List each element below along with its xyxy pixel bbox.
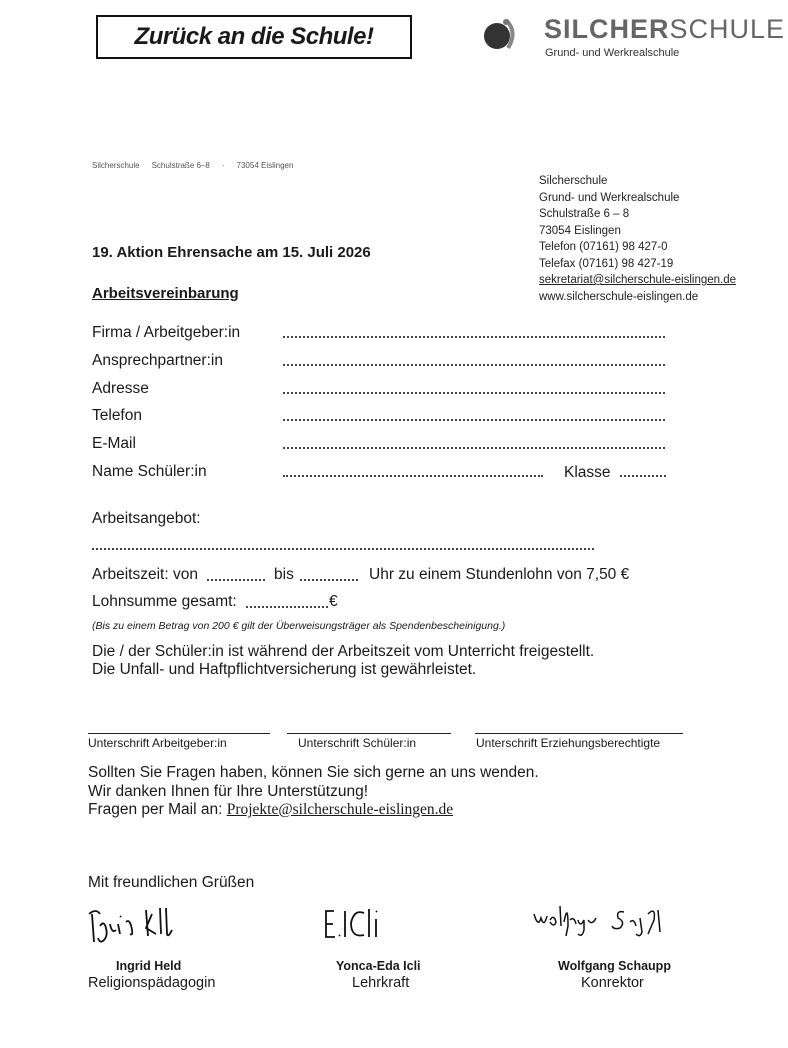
contact-block xyxy=(539,173,736,305)
closing-line-3 xyxy=(88,801,539,820)
field-dots-adresse[interactable] xyxy=(283,392,665,394)
signature-line-erziehungsberechtigte[interactable] xyxy=(475,733,683,734)
signature-icli xyxy=(320,905,392,943)
contact-website[interactable]: www.silcherschule-eislingen.de xyxy=(539,290,699,303)
contact-fax: Telefax (07161) 98 427-19 xyxy=(539,257,674,270)
signature-label-schueler: Unterschrift Schüler:in xyxy=(298,736,417,750)
sender-name: Silcherschule xyxy=(92,161,140,170)
project-email-link[interactable]: Projekte@silcherschule-eislingen.de xyxy=(226,801,454,818)
release-line-1: Die / der Schüler:in ist während der Arbeitszeit vom Unterricht freigestellt. xyxy=(92,643,595,660)
contact-street: Schulstraße 6 – 8 xyxy=(539,208,630,220)
field-dots-schueler[interactable] xyxy=(283,475,543,477)
field-dots-klasse[interactable] xyxy=(620,475,666,477)
release-text xyxy=(92,643,594,679)
signer-name-held: Ingrid Held xyxy=(116,959,182,973)
release-line-2: Die Unfall- und Haftpflichtversicherung ist gewährleistet. xyxy=(92,661,477,678)
sender-separator: · xyxy=(221,161,225,170)
signature-label-erziehungsberechtigte: Unterschrift Erziehungsberechtigte xyxy=(476,736,661,750)
sender-address-line xyxy=(92,161,305,170)
closing-mail-prefix: Fragen per Mail an: xyxy=(88,801,223,818)
spendenbescheinigung-note: (Bis zu einem Betrag von 200 € gilt der Überweisungsträger als Spendenbescheinigung.) xyxy=(92,620,506,632)
arbeitszeit-von-dots[interactable] xyxy=(207,579,265,581)
closing-text xyxy=(88,764,539,820)
sender-street: Schulstraße 6–8 xyxy=(151,161,210,170)
logo-name-light: SCHULE xyxy=(669,14,786,44)
field-dots-firma[interactable] xyxy=(283,336,665,338)
signature-label-arbeitgeber: Unterschrift Arbeitgeber:in xyxy=(88,736,227,750)
field-label-ansprechpartner: Ansprechpartner:in xyxy=(92,352,223,369)
field-dots-telefon[interactable] xyxy=(283,419,665,421)
greeting: Mit freundlichen Grüßen xyxy=(88,874,255,891)
stundenlohn-text: Uhr zu einem Stundenlohn von 7,50 € xyxy=(369,566,630,583)
field-dots-ansprechpartner[interactable] xyxy=(283,364,665,366)
signature-held xyxy=(86,900,196,948)
signature-line-arbeitgeber[interactable] xyxy=(88,733,270,734)
lohnsumme-label: Lohnsumme gesamt: xyxy=(92,593,237,610)
closing-line-2: Wir danken Ihnen für Ihre Unterstützung! xyxy=(88,782,369,800)
signer-role-schaupp: Konrektor xyxy=(581,975,644,991)
signature-schaupp xyxy=(530,898,682,938)
arbeitszeit-von-label: Arbeitszeit: von xyxy=(92,566,198,583)
arbeitszeit-bis-label: bis xyxy=(274,566,294,583)
arbeitszeit-bis-dots[interactable] xyxy=(300,579,358,581)
lohnsumme-unit: € xyxy=(329,593,338,610)
field-dots-email[interactable] xyxy=(283,447,665,449)
sender-city: 73054 Eislingen xyxy=(236,161,294,170)
field-label-schueler: Name Schüler:in xyxy=(92,463,207,480)
signer-role-icli: Lehrkraft xyxy=(352,975,410,991)
contact-type: Grund- und Werkrealschule xyxy=(539,191,680,204)
field-label-email: E-Mail xyxy=(92,435,136,452)
lohnsumme-dots[interactable] xyxy=(246,606,328,608)
signer-name-schaupp: Wolfgang Schaupp xyxy=(558,959,671,973)
action-title: 19. Aktion Ehrensache am 15. Juli 2026 xyxy=(92,244,371,261)
field-label-klasse: Klasse xyxy=(564,464,611,481)
arbeitsangebot-dots[interactable] xyxy=(92,548,594,550)
campaign-banner: Zurück an die Schule! xyxy=(96,15,412,59)
field-label-telefon: Telefon xyxy=(92,407,142,424)
school-logo-icon xyxy=(478,14,520,54)
contact-phone: Telefon (07161) 98 427-0 xyxy=(539,241,668,253)
contact-city: 73054 Eislingen xyxy=(539,224,621,237)
document-subject: Arbeitsvereinbarung xyxy=(92,285,239,302)
contact-name: Silcherschule xyxy=(539,175,608,187)
signer-role-held: Religionspädagogin xyxy=(88,975,216,991)
contact-email-link[interactable]: sekretariat@silcherschule-eislingen.de xyxy=(539,274,737,286)
school-logo-subtitle: Grund- und Werkrealschule xyxy=(545,47,680,59)
logo-name-bold: SILCHER xyxy=(544,14,670,44)
school-logo-name xyxy=(544,14,785,45)
signature-line-schueler[interactable] xyxy=(287,733,451,734)
closing-line-1: Sollten Sie Fragen haben, können Sie sich gerne an uns wenden. xyxy=(88,764,539,781)
arbeitsangebot-label: Arbeitsangebot: xyxy=(92,510,201,527)
field-label-firma: Firma / Arbeitgeber:in xyxy=(92,324,241,341)
signer-name-icli: Yonca-Eda Icli xyxy=(336,959,421,973)
field-label-adresse: Adresse xyxy=(92,380,149,397)
